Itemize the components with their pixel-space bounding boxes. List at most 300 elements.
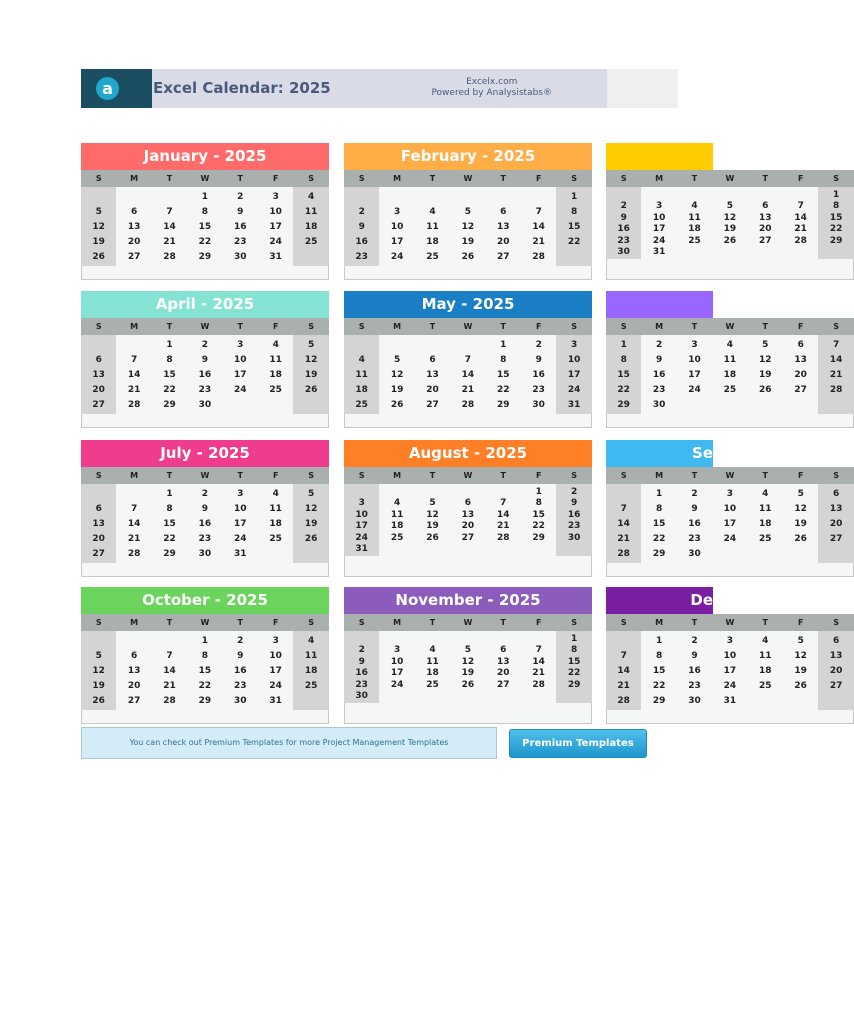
weekday-label: T bbox=[237, 174, 244, 183]
weekday-label: S bbox=[620, 471, 627, 480]
day-cell: 17 bbox=[652, 224, 666, 235]
day-cell: 14 bbox=[461, 370, 475, 380]
day-cell: 9 bbox=[691, 651, 698, 661]
day-cell: 29 bbox=[829, 235, 843, 246]
weekday-label: S bbox=[620, 618, 627, 627]
day-cell: 18 bbox=[723, 370, 737, 380]
weekday-label: W bbox=[725, 618, 735, 627]
day-cell: 3 bbox=[393, 645, 401, 656]
day-cell: 7 bbox=[130, 504, 138, 514]
day-cell: 5 bbox=[797, 489, 804, 499]
day-cell: 18 bbox=[304, 222, 318, 232]
day-cell: 30 bbox=[198, 400, 212, 410]
day-cell: 6 bbox=[832, 636, 840, 646]
day-cell: 20 bbox=[127, 681, 141, 691]
weekday-label: M bbox=[393, 322, 402, 331]
day-cell: 6 bbox=[464, 498, 472, 509]
day-cell: 25 bbox=[759, 681, 772, 691]
day-cell: 28 bbox=[829, 385, 843, 395]
month-title: August - 2025 bbox=[344, 440, 592, 467]
day-cell: 18 bbox=[426, 237, 439, 247]
day-cell: 25 bbox=[426, 679, 439, 690]
day-cell: 13 bbox=[127, 666, 141, 676]
weekday-label: T bbox=[429, 322, 436, 331]
day-cell: 26 bbox=[304, 534, 318, 544]
day-cell: 18 bbox=[355, 385, 368, 395]
day-cell: 21 bbox=[163, 681, 176, 691]
day-cell: 2 bbox=[691, 636, 698, 646]
month-title bbox=[606, 291, 713, 318]
weekday-label: S bbox=[95, 618, 102, 627]
day-cell: 29 bbox=[532, 532, 545, 543]
day-cell: 12 bbox=[304, 504, 318, 514]
day-cell: 18 bbox=[759, 519, 772, 529]
day-cell: 27 bbox=[829, 534, 843, 544]
day-cell: 24 bbox=[688, 385, 701, 395]
day-cell: 6 bbox=[832, 489, 840, 499]
day-cell: 5 bbox=[307, 340, 315, 350]
weekday-label: F bbox=[797, 471, 804, 480]
day-cell: 27 bbox=[497, 252, 510, 262]
day-cell: 21 bbox=[829, 370, 843, 380]
day-cell: 28 bbox=[461, 400, 475, 410]
day-cell: 5 bbox=[95, 651, 102, 661]
day-cell: 25 bbox=[723, 385, 737, 395]
day-cell: 15 bbox=[163, 370, 176, 380]
day-cell: 17 bbox=[390, 668, 404, 679]
weekday-label: T bbox=[500, 471, 507, 480]
day-cell: 14 bbox=[127, 370, 141, 380]
day-cell: 23 bbox=[688, 534, 701, 544]
weekday-label: W bbox=[463, 618, 473, 627]
weekday-label: F bbox=[272, 322, 279, 331]
day-cell: 30 bbox=[355, 691, 368, 701]
day-cell: 30 bbox=[652, 400, 666, 410]
day-cell: 3 bbox=[655, 201, 663, 212]
day-cell: 28 bbox=[532, 679, 545, 690]
day-cell: 21 bbox=[163, 237, 176, 247]
day-cell: 12 bbox=[304, 355, 318, 365]
weekday-label: W bbox=[463, 471, 473, 480]
day-cell: 12 bbox=[794, 504, 807, 514]
month-title: February - 2025 bbox=[344, 143, 592, 170]
weekday-label: T bbox=[500, 322, 507, 331]
header-spacer bbox=[607, 69, 678, 108]
day-cell: 31 bbox=[269, 252, 282, 262]
day-cell: 30 bbox=[234, 252, 247, 262]
day-cell: 24 bbox=[355, 532, 368, 543]
day-cell: 21 bbox=[127, 534, 141, 544]
weekday-label: S bbox=[833, 471, 839, 480]
day-cell: 19 bbox=[461, 237, 475, 247]
weekday-label: T bbox=[762, 322, 769, 331]
weekday-label: M bbox=[655, 174, 664, 183]
day-cell: 23 bbox=[617, 235, 630, 246]
day-cell: 28 bbox=[617, 696, 630, 706]
day-cell: 27 bbox=[497, 679, 510, 690]
day-cell: 29 bbox=[652, 696, 666, 706]
day-cell: 7 bbox=[832, 340, 840, 350]
day-cell: 26 bbox=[426, 532, 439, 543]
day-cell: 25 bbox=[688, 235, 701, 246]
day-cell: 31 bbox=[355, 544, 368, 554]
day-cell: 9 bbox=[691, 504, 698, 514]
day-cell: 8 bbox=[655, 651, 663, 661]
day-cell: 11 bbox=[390, 509, 404, 520]
month-title: November - 2025 bbox=[344, 587, 592, 614]
weekday-label: F bbox=[535, 618, 542, 627]
day-cell: 19 bbox=[92, 681, 105, 691]
day-cell: 23 bbox=[234, 237, 247, 247]
day-cell: 1 bbox=[201, 192, 209, 202]
weekday-label: W bbox=[463, 322, 473, 331]
day-cell: 4 bbox=[307, 192, 315, 202]
day-cell: 26 bbox=[390, 400, 404, 410]
weekday-label: F bbox=[797, 322, 804, 331]
weekday-header bbox=[81, 318, 329, 335]
day-cell: 19 bbox=[304, 519, 318, 529]
month-title: April - 2025 bbox=[81, 291, 329, 318]
day-cell: 26 bbox=[759, 385, 772, 395]
day-cell: 18 bbox=[269, 519, 282, 529]
weekday-label: S bbox=[95, 174, 102, 183]
day-cell: 30 bbox=[688, 696, 701, 706]
weekday-label: S bbox=[833, 618, 839, 627]
day-cell: 11 bbox=[269, 355, 282, 365]
day-cell: 10 bbox=[234, 504, 247, 514]
day-cell: 1 bbox=[500, 340, 507, 350]
day-cell: 5 bbox=[429, 498, 436, 509]
weekday-header bbox=[81, 170, 329, 187]
day-cell: 24 bbox=[269, 681, 282, 691]
day-cell: 27 bbox=[127, 252, 141, 262]
day-cell: 5 bbox=[726, 201, 734, 212]
day-cell: 27 bbox=[92, 549, 105, 559]
weekday-header bbox=[606, 318, 854, 335]
day-cell: 2 bbox=[358, 645, 365, 656]
day-cell: 28 bbox=[532, 252, 545, 262]
day-cell: 8 bbox=[535, 498, 542, 509]
day-cell: 19 bbox=[759, 370, 772, 380]
day-cell: 19 bbox=[461, 668, 475, 679]
day-cell: 23 bbox=[198, 534, 212, 544]
day-cell: 7 bbox=[130, 355, 138, 365]
day-cell: 2 bbox=[358, 207, 365, 217]
day-cell: 20 bbox=[794, 370, 807, 380]
day-cell: 16 bbox=[355, 668, 368, 679]
day-cell: 17 bbox=[390, 237, 404, 247]
day-cell: 13 bbox=[426, 370, 439, 380]
day-cell: 25 bbox=[304, 681, 318, 691]
premium-templates-button[interactable]: Premium Templates bbox=[509, 729, 647, 758]
weekday-header bbox=[606, 170, 854, 187]
day-cell: 8 bbox=[201, 207, 209, 217]
weekday-label: T bbox=[166, 618, 173, 627]
weekday-label: S bbox=[308, 471, 314, 480]
day-cell: 14 bbox=[497, 509, 510, 520]
day-cell: 25 bbox=[355, 400, 368, 410]
day-cell: 19 bbox=[390, 385, 404, 395]
day-cell: 13 bbox=[829, 651, 843, 661]
day-cell: 4 bbox=[272, 489, 279, 499]
month-card bbox=[606, 587, 843, 724]
day-cell: 7 bbox=[620, 651, 627, 661]
day-cell: 7 bbox=[166, 207, 173, 217]
day-cell: 14 bbox=[163, 222, 176, 232]
day-cell: 30 bbox=[567, 532, 581, 543]
day-cell: 18 bbox=[269, 370, 282, 380]
day-cell: 28 bbox=[127, 400, 141, 410]
day-cell: 4 bbox=[762, 489, 769, 499]
day-cell: 20 bbox=[829, 519, 843, 529]
day-cell: 21 bbox=[532, 668, 545, 679]
weekday-label: W bbox=[463, 174, 473, 183]
day-cell: 22 bbox=[497, 385, 510, 395]
day-cell: 23 bbox=[355, 252, 368, 262]
day-cell: 29 bbox=[198, 696, 212, 706]
day-cell: 10 bbox=[652, 212, 666, 223]
weekday-label: S bbox=[308, 174, 314, 183]
day-cell: 28 bbox=[127, 549, 141, 559]
weekday-label: W bbox=[200, 322, 210, 331]
day-cell: 22 bbox=[198, 237, 212, 247]
day-cell: 22 bbox=[652, 681, 666, 691]
day-cell: 12 bbox=[426, 509, 439, 520]
weekday-label: W bbox=[200, 471, 210, 480]
day-cell: 5 bbox=[307, 489, 315, 499]
day-cell: 20 bbox=[461, 521, 475, 532]
weekday-label: T bbox=[762, 174, 769, 183]
month-card bbox=[344, 440, 592, 577]
day-cell: 20 bbox=[497, 237, 510, 247]
weekday-label: S bbox=[358, 471, 365, 480]
day-cell: 27 bbox=[127, 696, 141, 706]
day-cell: 30 bbox=[532, 400, 545, 410]
day-cell: 16 bbox=[198, 519, 212, 529]
day-cell: 18 bbox=[426, 668, 439, 679]
day-cell: 10 bbox=[269, 207, 282, 217]
weekday-label: S bbox=[571, 618, 577, 627]
weekday-label: M bbox=[130, 174, 139, 183]
day-cell: 1 bbox=[655, 636, 663, 646]
day-cell: 20 bbox=[759, 224, 772, 235]
day-cell: 1 bbox=[832, 190, 840, 200]
weekday-label: T bbox=[166, 174, 173, 183]
day-cell: 11 bbox=[426, 656, 439, 667]
day-cell: 29 bbox=[652, 549, 666, 559]
day-cell: 3 bbox=[237, 340, 244, 350]
day-cell: 20 bbox=[426, 385, 439, 395]
day-cell: 15 bbox=[617, 370, 630, 380]
day-cell: 2 bbox=[237, 636, 244, 646]
month-title bbox=[606, 143, 713, 170]
day-cell: 28 bbox=[163, 696, 176, 706]
day-cell: 13 bbox=[759, 212, 772, 223]
day-cell: 10 bbox=[723, 504, 737, 514]
day-cell: 13 bbox=[92, 370, 105, 380]
day-cell: 3 bbox=[237, 489, 244, 499]
day-cell: 21 bbox=[532, 237, 545, 247]
day-cell: 14 bbox=[532, 222, 545, 232]
day-cell: 6 bbox=[429, 355, 436, 365]
day-cell: 4 bbox=[429, 645, 436, 656]
day-cell: 8 bbox=[166, 355, 173, 365]
brand-text bbox=[431, 77, 552, 99]
day-cell: 26 bbox=[92, 252, 105, 262]
day-cell: 11 bbox=[269, 504, 282, 514]
page-title: Excel Calendar: 2025 bbox=[153, 79, 331, 97]
day-cell: 19 bbox=[92, 237, 105, 247]
day-cell: 22 bbox=[163, 385, 176, 395]
weekday-header bbox=[344, 318, 592, 335]
weekday-label: S bbox=[95, 471, 102, 480]
day-cell: 19 bbox=[794, 666, 807, 676]
brand-site[interactable]: Excelx.com bbox=[466, 77, 518, 87]
weekday-label: T bbox=[691, 322, 698, 331]
day-cell: 17 bbox=[355, 521, 368, 532]
day-cell: 22 bbox=[532, 521, 545, 532]
day-cell: 8 bbox=[832, 201, 840, 212]
day-cell: 15 bbox=[497, 370, 510, 380]
day-cell: 16 bbox=[234, 666, 247, 676]
day-cell: 30 bbox=[688, 549, 701, 559]
day-cell: 13 bbox=[497, 222, 510, 232]
weekday-label: S bbox=[620, 322, 627, 331]
day-cell: 27 bbox=[426, 400, 439, 410]
weekday-label: T bbox=[762, 471, 769, 480]
day-cell: 19 bbox=[794, 519, 807, 529]
day-cell: 9 bbox=[358, 222, 365, 232]
day-cell: 26 bbox=[723, 235, 737, 246]
month-card bbox=[81, 291, 329, 428]
day-cell: 14 bbox=[163, 666, 176, 676]
day-cell: 11 bbox=[759, 651, 772, 661]
weekday-label: S bbox=[308, 322, 314, 331]
weekday-label: W bbox=[725, 322, 735, 331]
day-cell: 1 bbox=[570, 634, 578, 644]
day-cell: 8 bbox=[570, 645, 578, 656]
day-cell: 12 bbox=[794, 651, 807, 661]
day-cell: 30 bbox=[198, 549, 212, 559]
premium-info-box: You can check out Premium Templates for more Project Management Templates bbox=[81, 727, 497, 759]
day-cell: 10 bbox=[723, 651, 737, 661]
day-cell: 1 bbox=[166, 489, 173, 499]
day-cell: 26 bbox=[92, 696, 105, 706]
day-cell: 4 bbox=[429, 207, 436, 217]
header-bar bbox=[81, 69, 678, 108]
day-cell: 27 bbox=[461, 532, 475, 543]
day-cell: 18 bbox=[304, 666, 318, 676]
day-cell: 15 bbox=[829, 212, 843, 223]
day-cell: 28 bbox=[497, 532, 510, 543]
day-cell: 22 bbox=[567, 237, 581, 247]
weekday-label: M bbox=[655, 618, 664, 627]
weekday-label: F bbox=[535, 322, 542, 331]
weekday-label: T bbox=[500, 174, 507, 183]
day-cell: 26 bbox=[794, 681, 807, 691]
day-cell: 5 bbox=[95, 207, 102, 217]
day-cell: 12 bbox=[461, 222, 475, 232]
weekday-label: F bbox=[272, 471, 279, 480]
day-cell: 13 bbox=[92, 519, 105, 529]
day-cell: 29 bbox=[198, 252, 212, 262]
day-cell: 19 bbox=[304, 370, 318, 380]
day-cell: 13 bbox=[127, 222, 141, 232]
day-cell: 14 bbox=[532, 656, 545, 667]
day-cell: 25 bbox=[269, 385, 282, 395]
day-cell: 5 bbox=[797, 636, 804, 646]
day-cell: 12 bbox=[759, 355, 772, 365]
weekday-label: S bbox=[95, 322, 102, 331]
day-cell: 5 bbox=[464, 645, 472, 656]
weekday-header bbox=[344, 614, 592, 631]
weekday-label: T bbox=[166, 471, 173, 480]
month-card bbox=[81, 440, 329, 577]
weekday-label: M bbox=[655, 471, 664, 480]
day-cell: 22 bbox=[163, 534, 176, 544]
day-cell: 25 bbox=[304, 237, 318, 247]
day-cell: 8 bbox=[655, 504, 663, 514]
day-cell: 21 bbox=[794, 224, 807, 235]
day-cell: 17 bbox=[567, 370, 581, 380]
weekday-label: T bbox=[429, 618, 436, 627]
month-card bbox=[344, 587, 592, 724]
weekday-label: W bbox=[200, 174, 210, 183]
logo bbox=[81, 69, 152, 108]
day-cell: 4 bbox=[307, 636, 315, 646]
day-cell: 15 bbox=[652, 519, 666, 529]
weekday-label: S bbox=[571, 174, 577, 183]
day-cell: 7 bbox=[166, 651, 173, 661]
day-cell: 13 bbox=[794, 355, 807, 365]
day-cell: 14 bbox=[829, 355, 843, 365]
day-cell: 27 bbox=[829, 681, 843, 691]
day-cell: 21 bbox=[617, 681, 630, 691]
weekday-label: F bbox=[535, 174, 542, 183]
day-cell: 15 bbox=[567, 656, 581, 667]
day-cell: 16 bbox=[355, 237, 368, 247]
day-cell: 4 bbox=[726, 340, 734, 350]
day-cell: 28 bbox=[617, 549, 630, 559]
day-cell: 31 bbox=[234, 549, 247, 559]
day-cell: 19 bbox=[723, 224, 737, 235]
day-cell: 6 bbox=[95, 504, 102, 514]
weekday-header bbox=[606, 467, 854, 484]
weekday-label: S bbox=[358, 174, 365, 183]
day-cell: 8 bbox=[570, 207, 578, 217]
day-cell: 24 bbox=[390, 679, 404, 690]
day-cell: 15 bbox=[163, 519, 176, 529]
day-cell: 12 bbox=[92, 222, 105, 232]
day-cell: 20 bbox=[92, 534, 105, 544]
day-cell: 16 bbox=[198, 370, 212, 380]
weekday-header bbox=[344, 170, 592, 187]
day-cell: 12 bbox=[723, 212, 737, 223]
weekday-label: T bbox=[237, 618, 244, 627]
month-card bbox=[606, 143, 843, 280]
month-title: January - 2025 bbox=[81, 143, 329, 170]
day-cell: 11 bbox=[759, 504, 772, 514]
day-cell: 4 bbox=[272, 340, 279, 350]
weekday-label: M bbox=[393, 471, 402, 480]
day-cell: 6 bbox=[797, 340, 804, 350]
day-cell: 29 bbox=[567, 679, 581, 690]
day-cell: 23 bbox=[688, 681, 701, 691]
day-cell: 13 bbox=[497, 656, 510, 667]
day-cell: 14 bbox=[617, 666, 630, 676]
weekday-label: S bbox=[358, 322, 365, 331]
day-cell: 30 bbox=[617, 247, 630, 257]
